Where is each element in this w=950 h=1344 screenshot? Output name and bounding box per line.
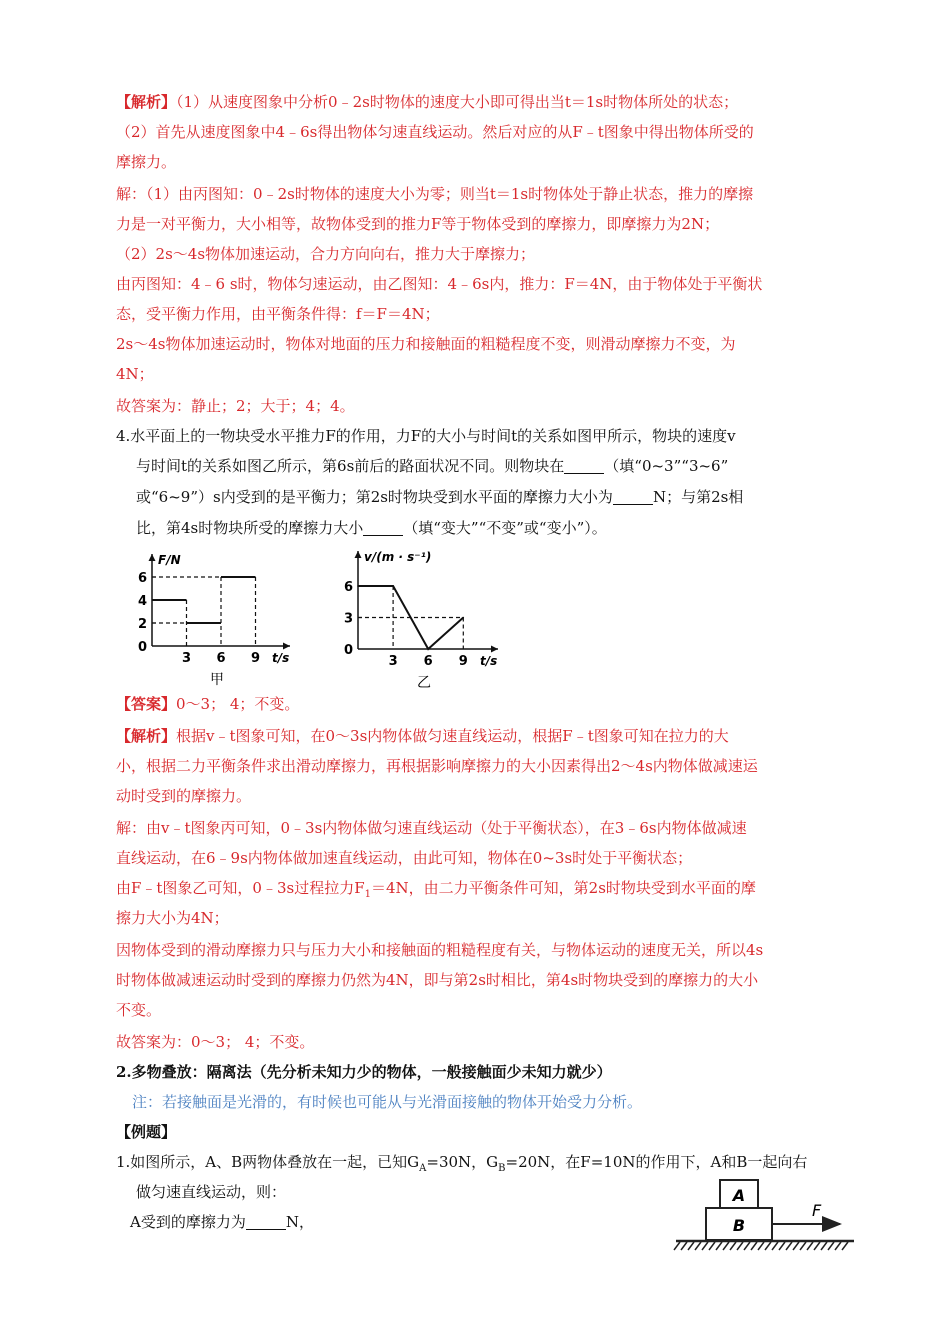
prev-solution-line-1: 解：（1）由丙图知：0﹣2s时物体的速度大小为零；则当t＝1s时物体处于静止状态，推力的摩擦	[116, 185, 754, 203]
example-q1-line-1: 1.如图所示，A、B两物体叠放在一起，已知$G_A=30N$，$G_B=20N$，在F=10N的作用下，A和B一起向右	[116, 1153, 808, 1174]
q4-line-2: 与时间t的关系如图乙所示，第6s前后的路面状况不同。则物块在 （填“0~3”“3~6”	[136, 457, 729, 475]
hatch-mark	[765, 1242, 771, 1250]
x-axis-arrow	[283, 643, 290, 650]
section-2-title: 2.多物叠放：隔离法（先分析未知力少的物体，一般接触面少未知力就少）	[116, 1063, 612, 1081]
y-tick-label: 4	[137, 594, 147, 609]
q4-answer: 【答案】0～3； 4；不变。	[116, 695, 300, 713]
hatch-mark	[821, 1242, 827, 1250]
chart-velocity-time	[330, 545, 505, 690]
q4-analysis-line-1: 【解析】根据v﹣t图象可知，在0～3s内物体做匀速直线运动，根据F﹣t图象可知在拉力的大	[116, 727, 729, 745]
y-tick-label: 6	[137, 571, 147, 586]
block-a-label: A	[732, 1186, 746, 1205]
q4-analysis-line-3: 动时受到的摩擦力。	[116, 787, 252, 805]
hatch-mark	[737, 1242, 743, 1250]
hatch-mark	[772, 1242, 778, 1250]
hatch-mark	[779, 1242, 785, 1250]
x-tick-label: 3	[388, 654, 398, 669]
q4-solution-line-2: 直线运动，在6﹣9s内物体做加速直线运动，由此可知，物体在0~3s时处于平衡状态；	[116, 849, 693, 867]
chart-force-time	[128, 548, 298, 690]
x-tick-label: 9	[458, 654, 468, 669]
answer-blank-2[interactable]	[613, 488, 653, 505]
example-label: 【例题】	[116, 1123, 177, 1141]
x-tick-label: 3	[181, 651, 192, 666]
example-q1-line-2: 做匀速直线运动，则：	[136, 1183, 287, 1201]
y-tick-label: 3	[343, 611, 353, 627]
q4-line-4: 比，第4s时物块所受的摩擦力大小 （填“变大”“不变”或“变小”）。	[136, 519, 607, 537]
hatch-mark	[828, 1242, 834, 1250]
answer-blank-1[interactable]	[564, 457, 604, 474]
chart-title: 甲	[210, 672, 224, 688]
hatch-mark	[793, 1242, 799, 1250]
hatch-mark	[702, 1242, 708, 1250]
hatch-mark	[814, 1242, 820, 1250]
section-2-note: 注：若接触面是光滑的，有时候也可能从与光滑面接触的物体开始受力分析。	[132, 1093, 643, 1111]
q4-solution-line-4: 擦力大小为4N；	[116, 909, 229, 927]
prev-analysis-line-3: 摩擦力。	[116, 153, 177, 171]
hatch-mark	[681, 1242, 687, 1250]
answer-blank-3[interactable]	[363, 519, 403, 536]
y-tick-label: 0	[137, 640, 147, 655]
x-tick-label: 9	[250, 651, 261, 666]
y-tick-label: 6	[343, 580, 353, 595]
hatch-mark	[786, 1242, 792, 1250]
y-tick-label: 2	[137, 617, 147, 632]
prev-solution-line-5: 态，受平衡力作用，由平衡条件得：f＝F＝4N；	[116, 305, 440, 323]
block-b-label: B	[732, 1216, 746, 1235]
y-axis-arrow	[355, 551, 362, 558]
ground-hatch	[674, 1242, 848, 1250]
hatch-mark	[716, 1242, 722, 1250]
hatch-mark	[751, 1242, 757, 1250]
q4-solution-line-3: 由F﹣t图象乙可知，0﹣3s过程拉力$F_1=4N$，由二力平衡条件可知，第2s时物块受到水平面的摩	[116, 879, 756, 900]
prev-solution-line-4: 由丙图知：4﹣6 s时，物体匀速运动，由乙图知：4﹣6s内，推力：F＝4N，由于物体处于平衡状	[116, 275, 763, 293]
q4-solution-line-6: 时物体做减速运动时受到的摩擦力仍然为4N，即与第2s时相比，第4s时物块受到的摩擦力的大小	[116, 971, 759, 989]
y-tick-label: 0	[343, 643, 353, 658]
q4-solution-line-7: 不变。	[116, 1001, 162, 1019]
hatch-mark	[730, 1242, 736, 1250]
velocity-point	[427, 648, 429, 650]
hatch-mark	[842, 1242, 848, 1250]
x-axis-label: t/s	[480, 654, 498, 668]
force-label: F	[812, 1201, 822, 1220]
x-tick-label: 6	[216, 651, 226, 666]
hatch-mark	[758, 1242, 764, 1250]
x-axis-label: t/s	[272, 651, 290, 665]
q4-line-1: 4.水平面上的一物块受水平推力F的作用，力F的大小与时间t的关系如图甲所示，物块的速度v	[116, 427, 736, 445]
hatch-mark	[744, 1242, 750, 1250]
hatch-mark	[807, 1242, 813, 1250]
hatch-mark	[723, 1242, 729, 1250]
prev-analysis-line-2: （2）首先从速度图象中4﹣6s得出物体匀速直线运动。然后对应的从F﹣t图象中得出物体所受的	[116, 123, 754, 141]
chart-title: 乙	[417, 675, 431, 690]
hatch-mark	[835, 1242, 841, 1250]
prev-solution-line-6: 2s～4s物体加速运动时，物体对地面的压力和接触面的粗糙程度不变，则滑动摩擦力不变，为	[116, 335, 736, 353]
hatch-mark	[800, 1242, 806, 1250]
hatch-mark	[709, 1242, 715, 1250]
hatch-mark	[695, 1242, 701, 1250]
prev-solution-line-2: 力是一对平衡力，大小相等，故物体受到的推力F等于物体受到的摩擦力，即摩擦力为2N；	[116, 215, 720, 233]
q4-solution-line-1: 解：由v﹣t图象丙可知，0﹣3s内物体做匀速直线运动（处于平衡状态），在3﹣6s内物体做减速	[116, 819, 747, 837]
prev-solution-line-7: 4N；	[116, 365, 154, 383]
example-q1-line-3: A受到的摩擦力为 N，	[130, 1213, 314, 1231]
prev-analysis-line-1: 【解析】（1）从速度图象中分析0﹣2s时物体的速度大小即可得出当t＝1s时物体所处的状态；	[116, 93, 739, 111]
x-axis-arrow	[491, 646, 498, 653]
y-axis-label: v/(m · s⁻¹)	[364, 550, 432, 564]
prev-final-answer: 故答案为：静止；2；大于；4；4。	[116, 397, 355, 415]
q4-solution-line-5: 因物体受到的滑动摩擦力只与压力大小和接触面的粗糙程度有关，与物体运动的速度无关，所以4s	[116, 941, 764, 959]
q4-line-3: 或“6~9”）s内受到的是平衡力；第2s时物块受到水平面的摩擦力大小为 N；与第2s相	[136, 488, 744, 506]
y-axis-label: F/N	[158, 553, 181, 567]
hatch-mark	[674, 1242, 680, 1250]
x-tick-label: 6	[423, 654, 433, 669]
velocity-point	[357, 585, 359, 587]
y-axis-arrow	[149, 554, 156, 561]
hatch-mark	[688, 1242, 694, 1250]
prev-solution-line-3: （2）2s～4s物体加速运动，合力方向向右，推力大于摩擦力；	[116, 245, 536, 263]
stacked-blocks-figure	[672, 1176, 862, 1260]
analysis-label: 【解析】	[116, 93, 177, 111]
q4-analysis-line-2: 小，根据二力平衡条件求出滑动摩擦力，再根据影响摩擦力的大小因素得出2～4s内物体做减速运	[116, 757, 758, 775]
q4-final-answer: 故答案为：0～3； 4；不变。	[116, 1033, 315, 1051]
answer-blank-4[interactable]	[246, 1213, 286, 1230]
